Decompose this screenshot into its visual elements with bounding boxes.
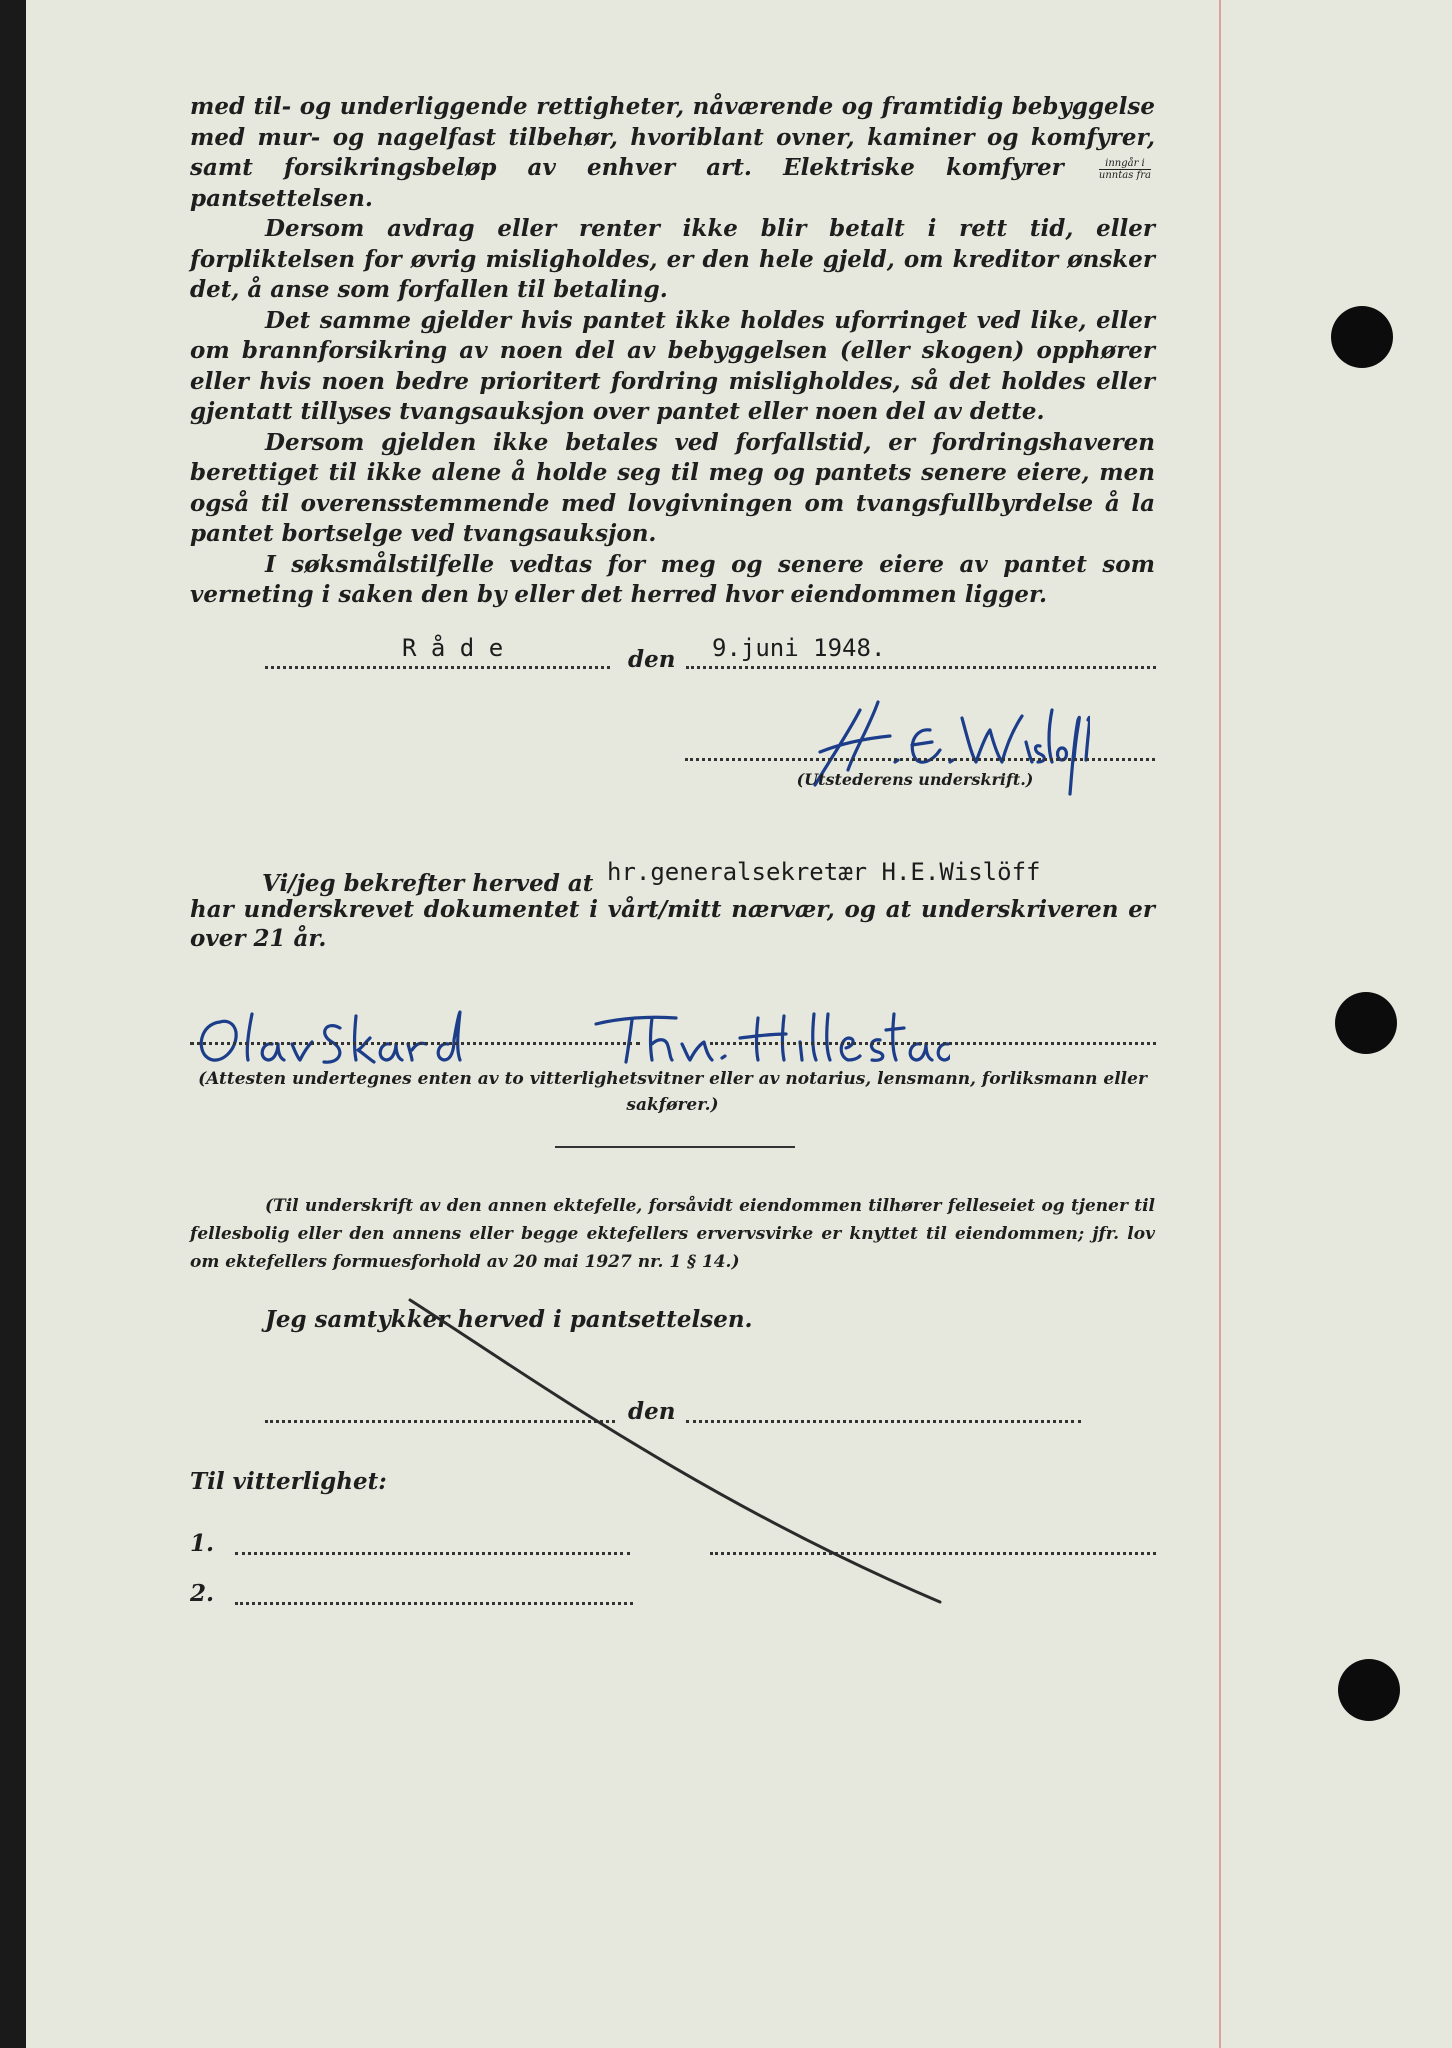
margin-rule	[1219, 0, 1221, 2048]
vitterlighet-label: Til vitterlighet:	[190, 1468, 387, 1495]
paragraph-2: Dersom avdrag eller renter ikke blir betalt i rett tid, eller forpliktelsen for øvrig misligholdes, er den hele gjeld, om kreditor ønsker det, å anse som forfallen til betaling.	[190, 215, 1155, 303]
confirmation-line-3: over 21 år.	[190, 925, 327, 952]
fraction-bottom: unntas fra	[1098, 169, 1151, 181]
witness-1-dotted-line	[190, 1042, 640, 1045]
punch-hole-middle	[1335, 992, 1397, 1054]
paragraph-1-text: med til- og underliggende rettigheter, nåværende og framtidig bebyggelse med mur- og nagelfast tilbehør, hvoriblant ovner, kaminer og komfyrer, samt forsikringsbeløp av enhver art. Elektriske komfyrer	[190, 93, 1155, 181]
witness-row-2-number: 2.	[190, 1580, 215, 1607]
confirmation-lead: Vi/jeg bekrefter herved at	[262, 870, 594, 897]
paragraph-1-end: pantsettelsen.	[190, 184, 373, 212]
punch-hole-bottom	[1338, 1659, 1400, 1721]
paragraph-5: I søksmålstilfelle vedtas for meg og senere eiere av pantet som verneting i saken den by eller det herred hvor eiendommen ligger.	[190, 550, 1155, 608]
consent-text: Jeg samtykker herved i pantsettelsen.	[265, 1306, 753, 1333]
fraction-top: inngår i	[1099, 158, 1151, 170]
paragraph-1	[190, 92, 1155, 214]
date-dotted-line	[686, 666, 1156, 669]
punch-hole-top	[1331, 306, 1393, 368]
confirmed-signer-typed: hr.generalsekretær H.E.Wislöff	[607, 858, 1041, 886]
den-label: den	[628, 646, 676, 673]
cancellation-stroke	[400, 1290, 960, 1610]
issuer-dotted-line	[685, 758, 1155, 761]
witness-row-1-number: 1.	[190, 1530, 215, 1557]
issuer-caption: (Utstederens underskrift.)	[796, 770, 1034, 789]
consent-den-label: den	[628, 1398, 676, 1425]
spouse-note: (Til underskrift av den annen ektefelle, forsåvidt eiendommen tilhører felleseiet og tjener til fellesbolig eller den annens eller begge ektefellers ervervsvirke er knyttet til eiendommen; jfr. lov om ektefellers formuesforhold av 20 mai 1927 nr. 1 § 14.)	[190, 1196, 1155, 1272]
paragraph-4: Dersom gjelden ikke betales ved forfallstid, er fordringshaveren berettiget til ikke alene å holde seg til meg og pantets senere eiere, men også til overensstemmende med lovgivningen om tvangsfullbyrdelse å la pantet bortselge ved tvangsauksjon.	[190, 428, 1155, 547]
paragraph-3: Det samme gjelder hvis pantet ikke holdes uforringet ved like, eller om brannforsikring av noen del av bebyggelsen (eller skogen) opphører eller hvis noen bedre prioritert fordring misligholdes, så det holdes eller gjentatt tillyses tvangsauksjon over pantet eller noen del av dette.	[190, 306, 1155, 425]
place-dotted-line	[265, 666, 610, 669]
date-typed: 9.juni 1948.	[712, 634, 886, 662]
confirmation-line-2: har underskrevet dokumentet i vårt/mitt nærvær, og at underskriveren er	[190, 896, 1155, 923]
attestation-caption: (Attesten undertegnes enten av to vitterlighetsvitner eller av notarius, lensmann, forliksmann eller sakfører.)	[198, 1069, 1147, 1115]
place-typed: R å d e	[402, 634, 504, 662]
mortgage-terms	[190, 92, 1155, 611]
inclusion-fraction	[1099, 158, 1151, 181]
witness-2-dotted-line	[710, 1042, 1156, 1045]
section-divider	[555, 1146, 795, 1148]
